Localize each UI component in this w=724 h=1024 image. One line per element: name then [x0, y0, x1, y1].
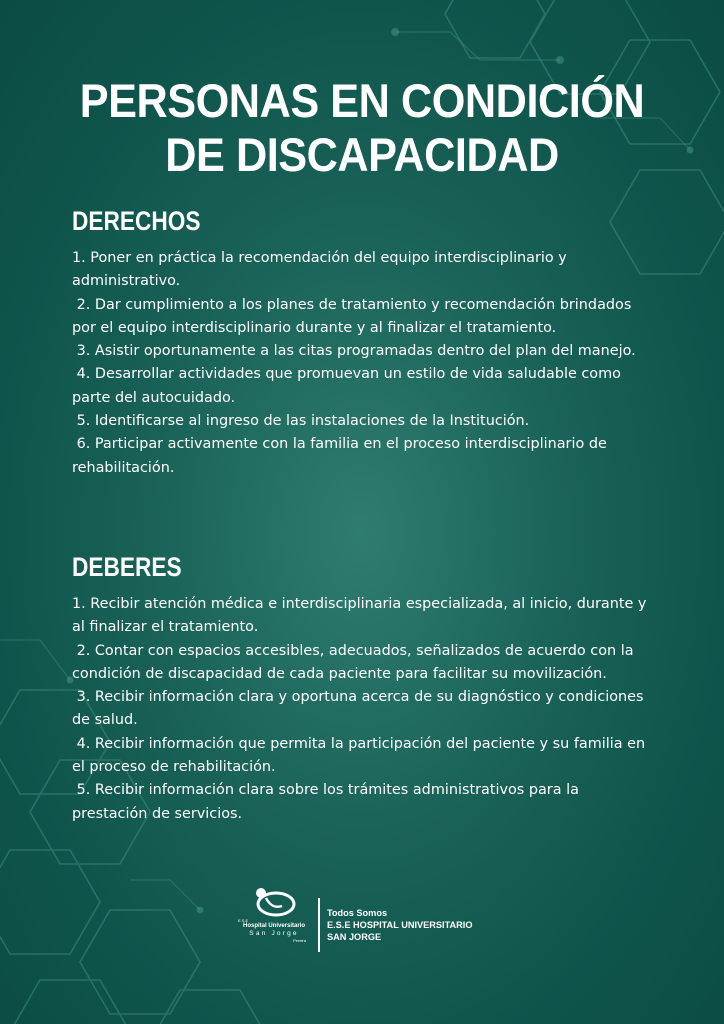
page-title: PERSONAS EN CONDICIÓN DE DISCAPACIDAD — [79, 74, 645, 181]
hospital-logo-icon — [252, 886, 296, 918]
footer-divider — [318, 898, 320, 952]
list-item: 2. Contar con espacios accesibles, adecuados, señalizados de acuerdo con la condición de discapacidad de cada paciente para facilitar su movilización. — [72, 642, 639, 682]
list-item: 6. Participar activamente con la familia en el proceso interdisciplinario de rehabilitación. — [72, 436, 612, 476]
list-item: 2. Dar cumplimiento a los planes de tratamiento y recomendación brindados por el equipo interdisciplinario durante y al finalizar el tratamiento. — [72, 296, 636, 336]
footer — [238, 886, 538, 956]
section-heading-derechos: DERECHOS — [72, 206, 201, 236]
logo-name-text: Hospital Universitario — [242, 923, 305, 929]
list-item: 3. Asistir oportunamente a las citas programadas dentro del plan del manejo. — [72, 343, 636, 360]
footer-line-2: E.S.E HOSPITAL UNIVERSITARIO — [327, 920, 473, 930]
list-item: 1. Poner en práctica la recomendación del equipo interdisciplinario y administrativo. — [72, 250, 572, 290]
footer-slogan — [327, 907, 473, 943]
list-item: 5. Identificarse al ingreso de las instalaciones de la Institución. — [72, 413, 530, 430]
section-heading-deberes: DEBERES — [72, 552, 182, 582]
footer-line-1: Todos Somos — [327, 908, 388, 918]
logo-sub-text: San Jorge — [249, 930, 299, 937]
footer-line-3: SAN JORGE — [327, 932, 382, 942]
list-item: 5. Recibir información clara sobre los trámites administrativos para la prestación de servicios. — [72, 782, 584, 822]
logo-city-text: Pereira — [293, 938, 306, 943]
logo-ese-text: E.S.E — [238, 918, 249, 923]
derechos-list — [72, 247, 652, 480]
hospital-logo — [238, 886, 310, 956]
list-item: 4. Recibir información que permita la participación del paciente y su familia en el proceso de rehabilitación. — [72, 735, 650, 776]
deberes-list — [72, 593, 652, 826]
list-item: 1. Recibir atención médica e interdisciplinaria especializada, al inicio, durante y al finalizar el tratamiento. — [72, 596, 652, 636]
list-item: 3. Recibir información clara y oportuna acerca de su diagnóstico y condiciones de salud. — [72, 689, 649, 729]
list-item: 4. Desarrollar actividades que promuevan un estilo de vida saludable como parte del autocuidado. — [72, 366, 626, 406]
